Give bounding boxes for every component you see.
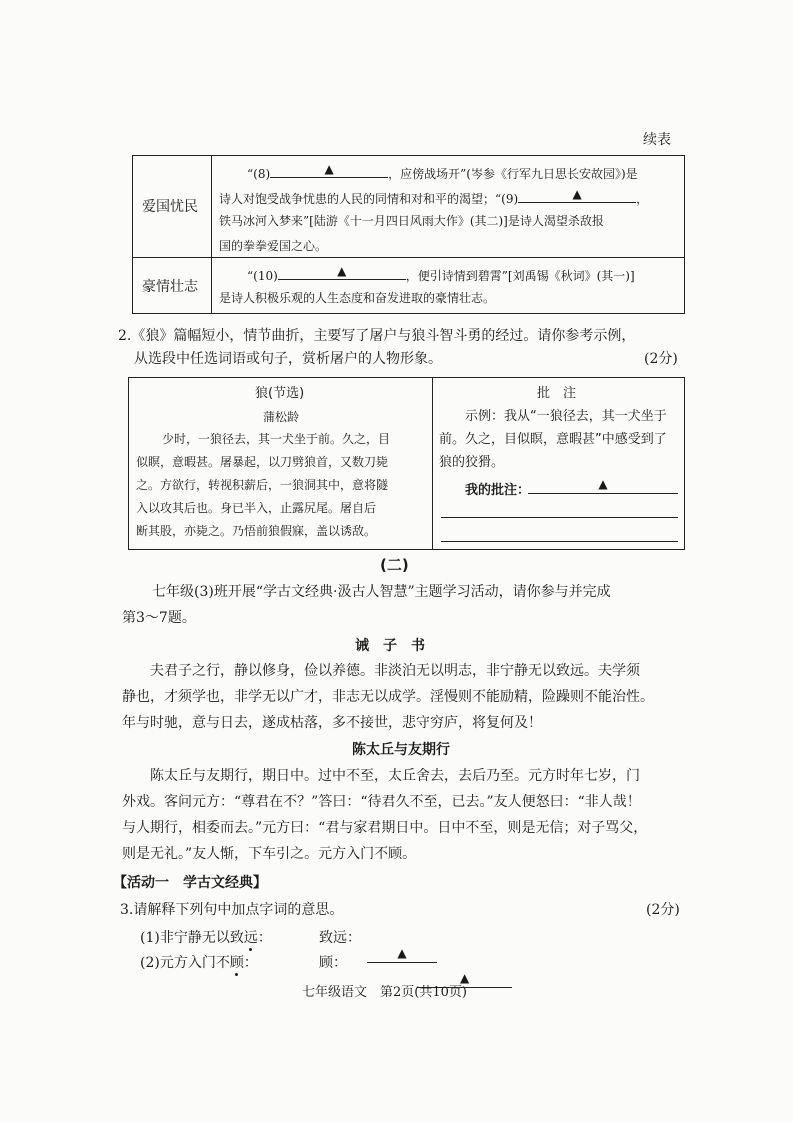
annotation-example: 示例：我从“一狼径去，其一犬坐于 前。久之，目似瞑，意暇甚”中感受到了 狼的狡猾。 [439,409,667,470]
question-2-score: (2分) [644,351,678,367]
answer-blank-9[interactable]: ▲ [518,188,636,203]
text-body-chentaiqiu: 陈太丘与友期行，期日中。过中不至，太丘舍去，去后乃至。元方时年七岁，门 外戏。客问元方：“尊君在不？”答曰：“待君久不至，已去。”友人便怒曰：“非人哉！ 与人期行，相委而去。”元方曰：“君与家君期日中。日中不至，则是无信；对子骂父， 则是无礼。”友人惭，下车引之。元方入门不顾。 [122,768,648,862]
table-row-text: “(8) ▲ ，应傍战场开”(岑参《行军九日思长安故园》)是 诗人对饱受战争忧患的人民的同情和对和平的渴望；“(9) ▲ ， 铁马冰河入梦来”[陆游《十一月四日风雨大作》(其二)]是诗人渴望杀敌报 国的拳拳爱国之心。 [219,162,649,253]
annotation-header: 批 注 [537,386,577,401]
page-footer: 七年级语文 第2页(共10页) [302,985,467,1000]
section-intro-line2: 第3～7题。 [122,610,196,626]
my-note-input-line3[interactable] [441,541,678,542]
answer-blank-10[interactable]: ▲ [278,265,406,280]
question-3-score: (2分) [646,902,680,918]
question-3-stem: 3.请解释下列句中加点字词的意思。 [120,902,344,918]
my-note-input-line1[interactable]: ▲ [528,479,678,494]
answer-label-2: 顾： [319,955,347,971]
text-body-jiezishu: 夫君子之行，静以修身，俭以养德。非淡泊无以明志，非宁静无以致远。夫学须 静也，才须学也，非学无以广才，非志无以成学。淫慢则不能励精，险躁则不能治性。 年与时驰，意与日去，遂成枯落，多不接世，悲守穷庐，将复何及！ [122,663,654,731]
text-title-chentaiqiu: 陈太丘与友期行 [352,742,450,758]
excerpt-text: 少时，一狼径去，其一犬坐于前。久之，目 似瞑，意暇甚。屠暴起，以刀劈狼首，又数刀毙 之。方欲行，转视积薪后，一狼洞其中，意将隧 入以攻其后也。身已半入，止露尻尾。屠自后 断其股，亦毙之。乃悟前狼假寐，盖以诱敌。 [136,432,391,538]
answer-label-1: 致远： [319,930,361,946]
activity-1-label: 【活动一 学古文经典】 [113,875,267,891]
text-title-jiezishu: 诫 子 书 [355,638,425,654]
answer-blank-3-2[interactable]: ▲ [417,973,512,988]
table-row-text: “(10) ▲ ，便引诗情到碧霄”[刘禹锡《秋词》(其一)] 是诗人积极乐观的人生态度和奋发进取的豪情壮志。 [219,264,635,305]
excerpt-title: 狼(节选) [255,386,305,401]
continued-label: 续表 [643,132,671,148]
question-2-line2: 从选段中任选词语或句子，赏析屠户的人物形象。 [134,351,442,367]
question-3-item-1: (1)非宁静无以致远： [140,930,272,946]
question-3-item-2: (2)元方入门不顾： [140,955,258,971]
category-patriotism: 爱国忧民 [142,199,198,215]
question-2-line1: 2.《狼》篇幅短小，情节曲折，主要写了屠户与狼斗智斗勇的经过。请你参考示例， [118,328,636,344]
my-note-label: 我的批注： [465,483,531,498]
section-heading: (二) [380,556,409,574]
section-intro-line1: 七年级(3)班开展“学古文经典·汲古人智慧”主题学习活动，请你参与并完成 [152,584,611,600]
excerpt-author: 蒲松龄 [263,410,300,424]
answer-blank-8[interactable]: ▲ [270,163,388,178]
my-note-input-line2[interactable] [441,517,678,518]
category-ambition: 豪情壮志 [142,279,198,295]
answer-blank-3-1[interactable]: ▲ [367,948,437,963]
